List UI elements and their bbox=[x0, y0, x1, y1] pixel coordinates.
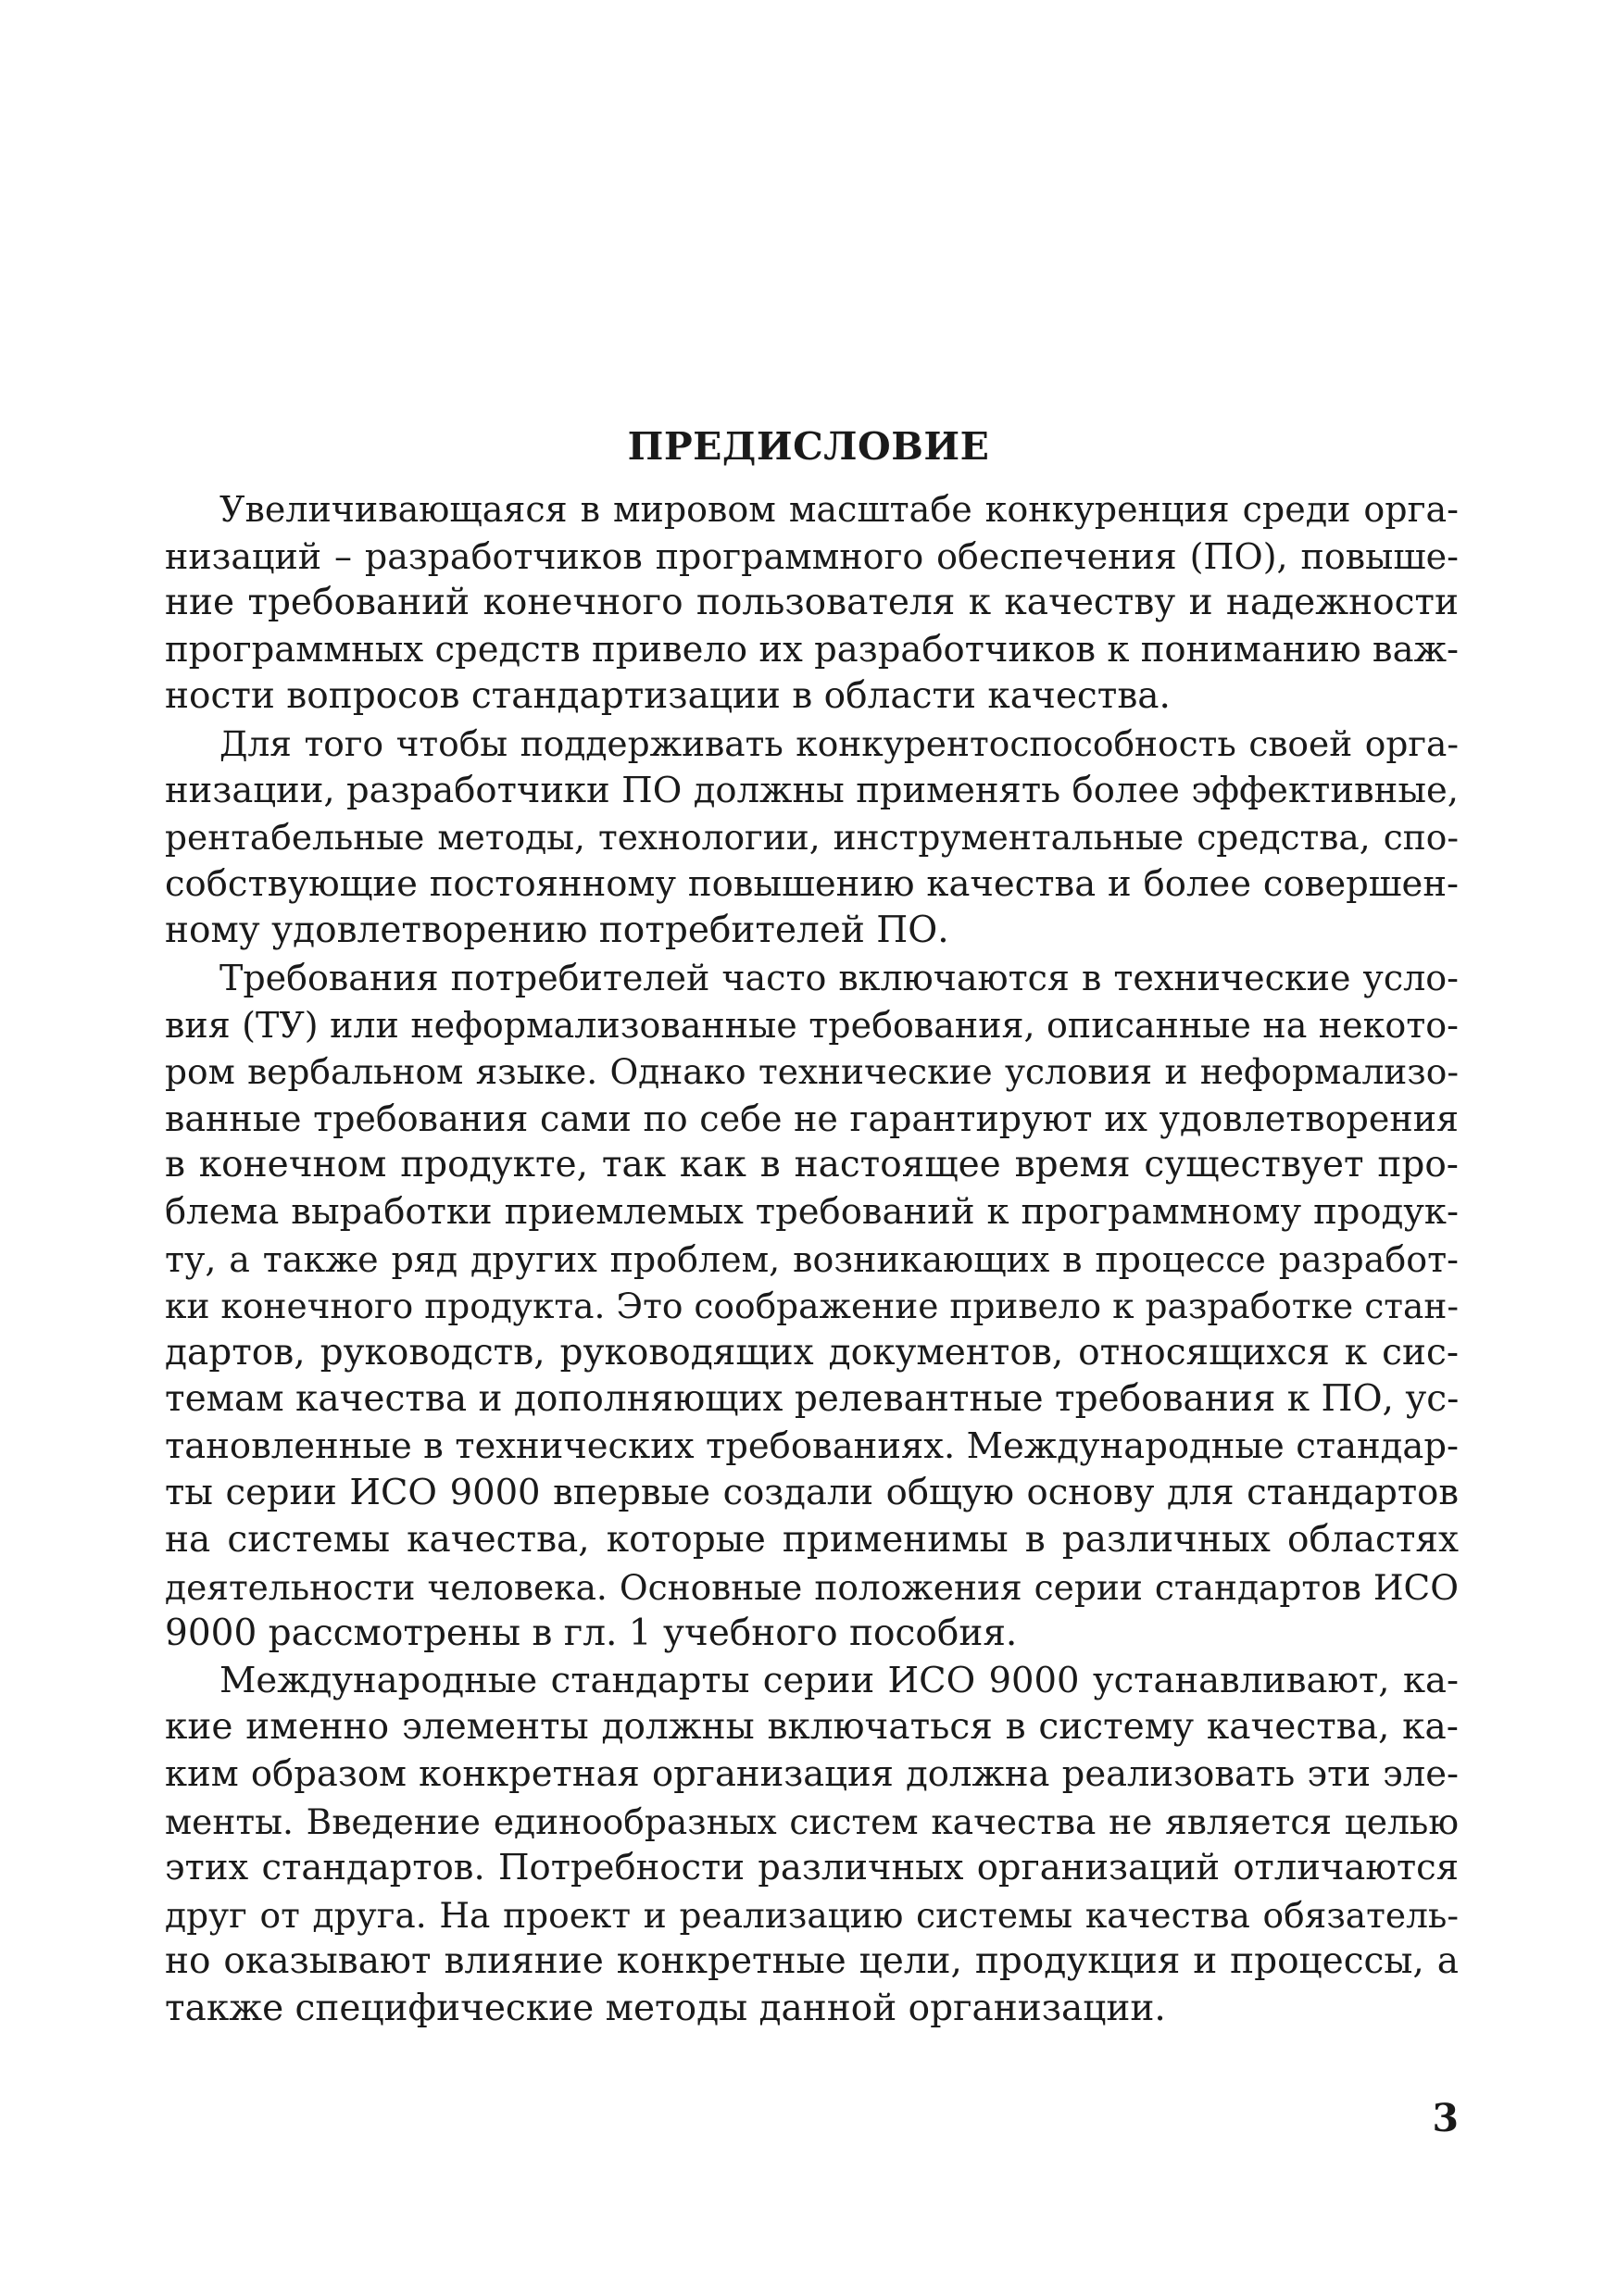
text-line: менты. Введение единообразных систем качества не является целью bbox=[165, 1800, 1459, 1842]
page-heading: ПРЕДИСЛОВИЕ bbox=[627, 424, 990, 469]
text-line: но оказывают влияние конкретные цели, продукция и процессы, а bbox=[165, 1940, 1459, 1983]
page-number: 3 bbox=[1432, 2096, 1459, 2140]
text-line: собствующие постоянному повышению качества и более совершен- bbox=[165, 862, 1459, 905]
paragraph bbox=[165, 1658, 1459, 2033]
text-line: ности вопросов стандартизации в области качества. bbox=[165, 675, 1171, 718]
paragraph bbox=[165, 486, 1459, 721]
text-line: кие именно элементы должны включаться в систему качества, ка- bbox=[165, 1706, 1459, 1749]
text-line: Для того чтобы поддерживать конкурентоспособность своей орга- bbox=[219, 722, 1459, 764]
text-line: блема выработки приемлемых требований к программному продук- bbox=[165, 1190, 1459, 1233]
text-line: тановленные в технических требованиях. Международные стандар- bbox=[165, 1424, 1459, 1467]
text-line: этих стандартов. Потребности различных организаций отличаются bbox=[165, 1847, 1459, 1889]
body-text bbox=[165, 486, 1459, 2033]
paragraph bbox=[165, 955, 1459, 1658]
text-line: также специфические методы данной организации. bbox=[165, 1988, 1166, 2029]
text-line: ким образом конкретная организация должна реализовать эти эле- bbox=[165, 1753, 1459, 1796]
text-line: дартов, руководств, руководящих документов, относящихся к сис- bbox=[165, 1331, 1459, 1374]
text-line: на системы качества, которые применимы в различных областях bbox=[165, 1519, 1459, 1562]
text-line: программных средств привело их разработчиков к пониманию важ- bbox=[165, 628, 1459, 671]
text-line: рентабельные методы, технологии, инструментальные средства, спо- bbox=[165, 817, 1459, 859]
text-line: темам качества и дополняющих релевантные требования к ПО, ус- bbox=[165, 1378, 1460, 1421]
text-line: в конечном продукте, так как в настоящее время существует про- bbox=[165, 1144, 1459, 1186]
text-line: ты серии ИСО 9000 впервые создали общую основу для стандартов bbox=[165, 1472, 1459, 1514]
text-line: ром вербальном языке. Однако технические условия и неформализо- bbox=[165, 1051, 1459, 1093]
text-line: ки конечного продукта. Это соображение привело к разработке стан- bbox=[165, 1286, 1459, 1327]
text-line: Международные стандарты серии ИСО 9000 устанавливают, ка- bbox=[219, 1659, 1459, 1701]
text-line: низации, разработчики ПО должны применять более эффективные, bbox=[165, 769, 1459, 811]
text-line: Требования потребителей часто включаются в технические усло- bbox=[219, 957, 1459, 998]
text-line: 9000 рассмотрены в гл. 1 учебного пособия. bbox=[165, 1612, 1018, 1655]
text-line: деятельности человека. Основные положения серии стандартов ИСО bbox=[165, 1566, 1459, 1608]
text-line: Увеличивающаяся в мировом масштабе конкуренция среди орга- bbox=[219, 489, 1459, 530]
text-line: ванные требования сами по себе не гарантируют их удовлетворения bbox=[165, 1098, 1459, 1139]
paragraph bbox=[165, 721, 1459, 955]
text-line: ному удовлетворению потребителей ПО. bbox=[165, 910, 949, 952]
text-line: вия (ТУ) или неформализованные требования, описанные на некото- bbox=[165, 1004, 1459, 1046]
text-line: ту, а также ряд других проблем, возникающих в процессе разработ- bbox=[165, 1238, 1459, 1280]
text-line: ние требований конечного пользователя к качеству и надежности bbox=[165, 582, 1459, 624]
text-line: друг от друга. На проект и реализацию системы качества обязатель- bbox=[165, 1894, 1459, 1936]
text-line: низаций – разработчиков программного обеспечения (ПО), повыше- bbox=[165, 535, 1459, 577]
